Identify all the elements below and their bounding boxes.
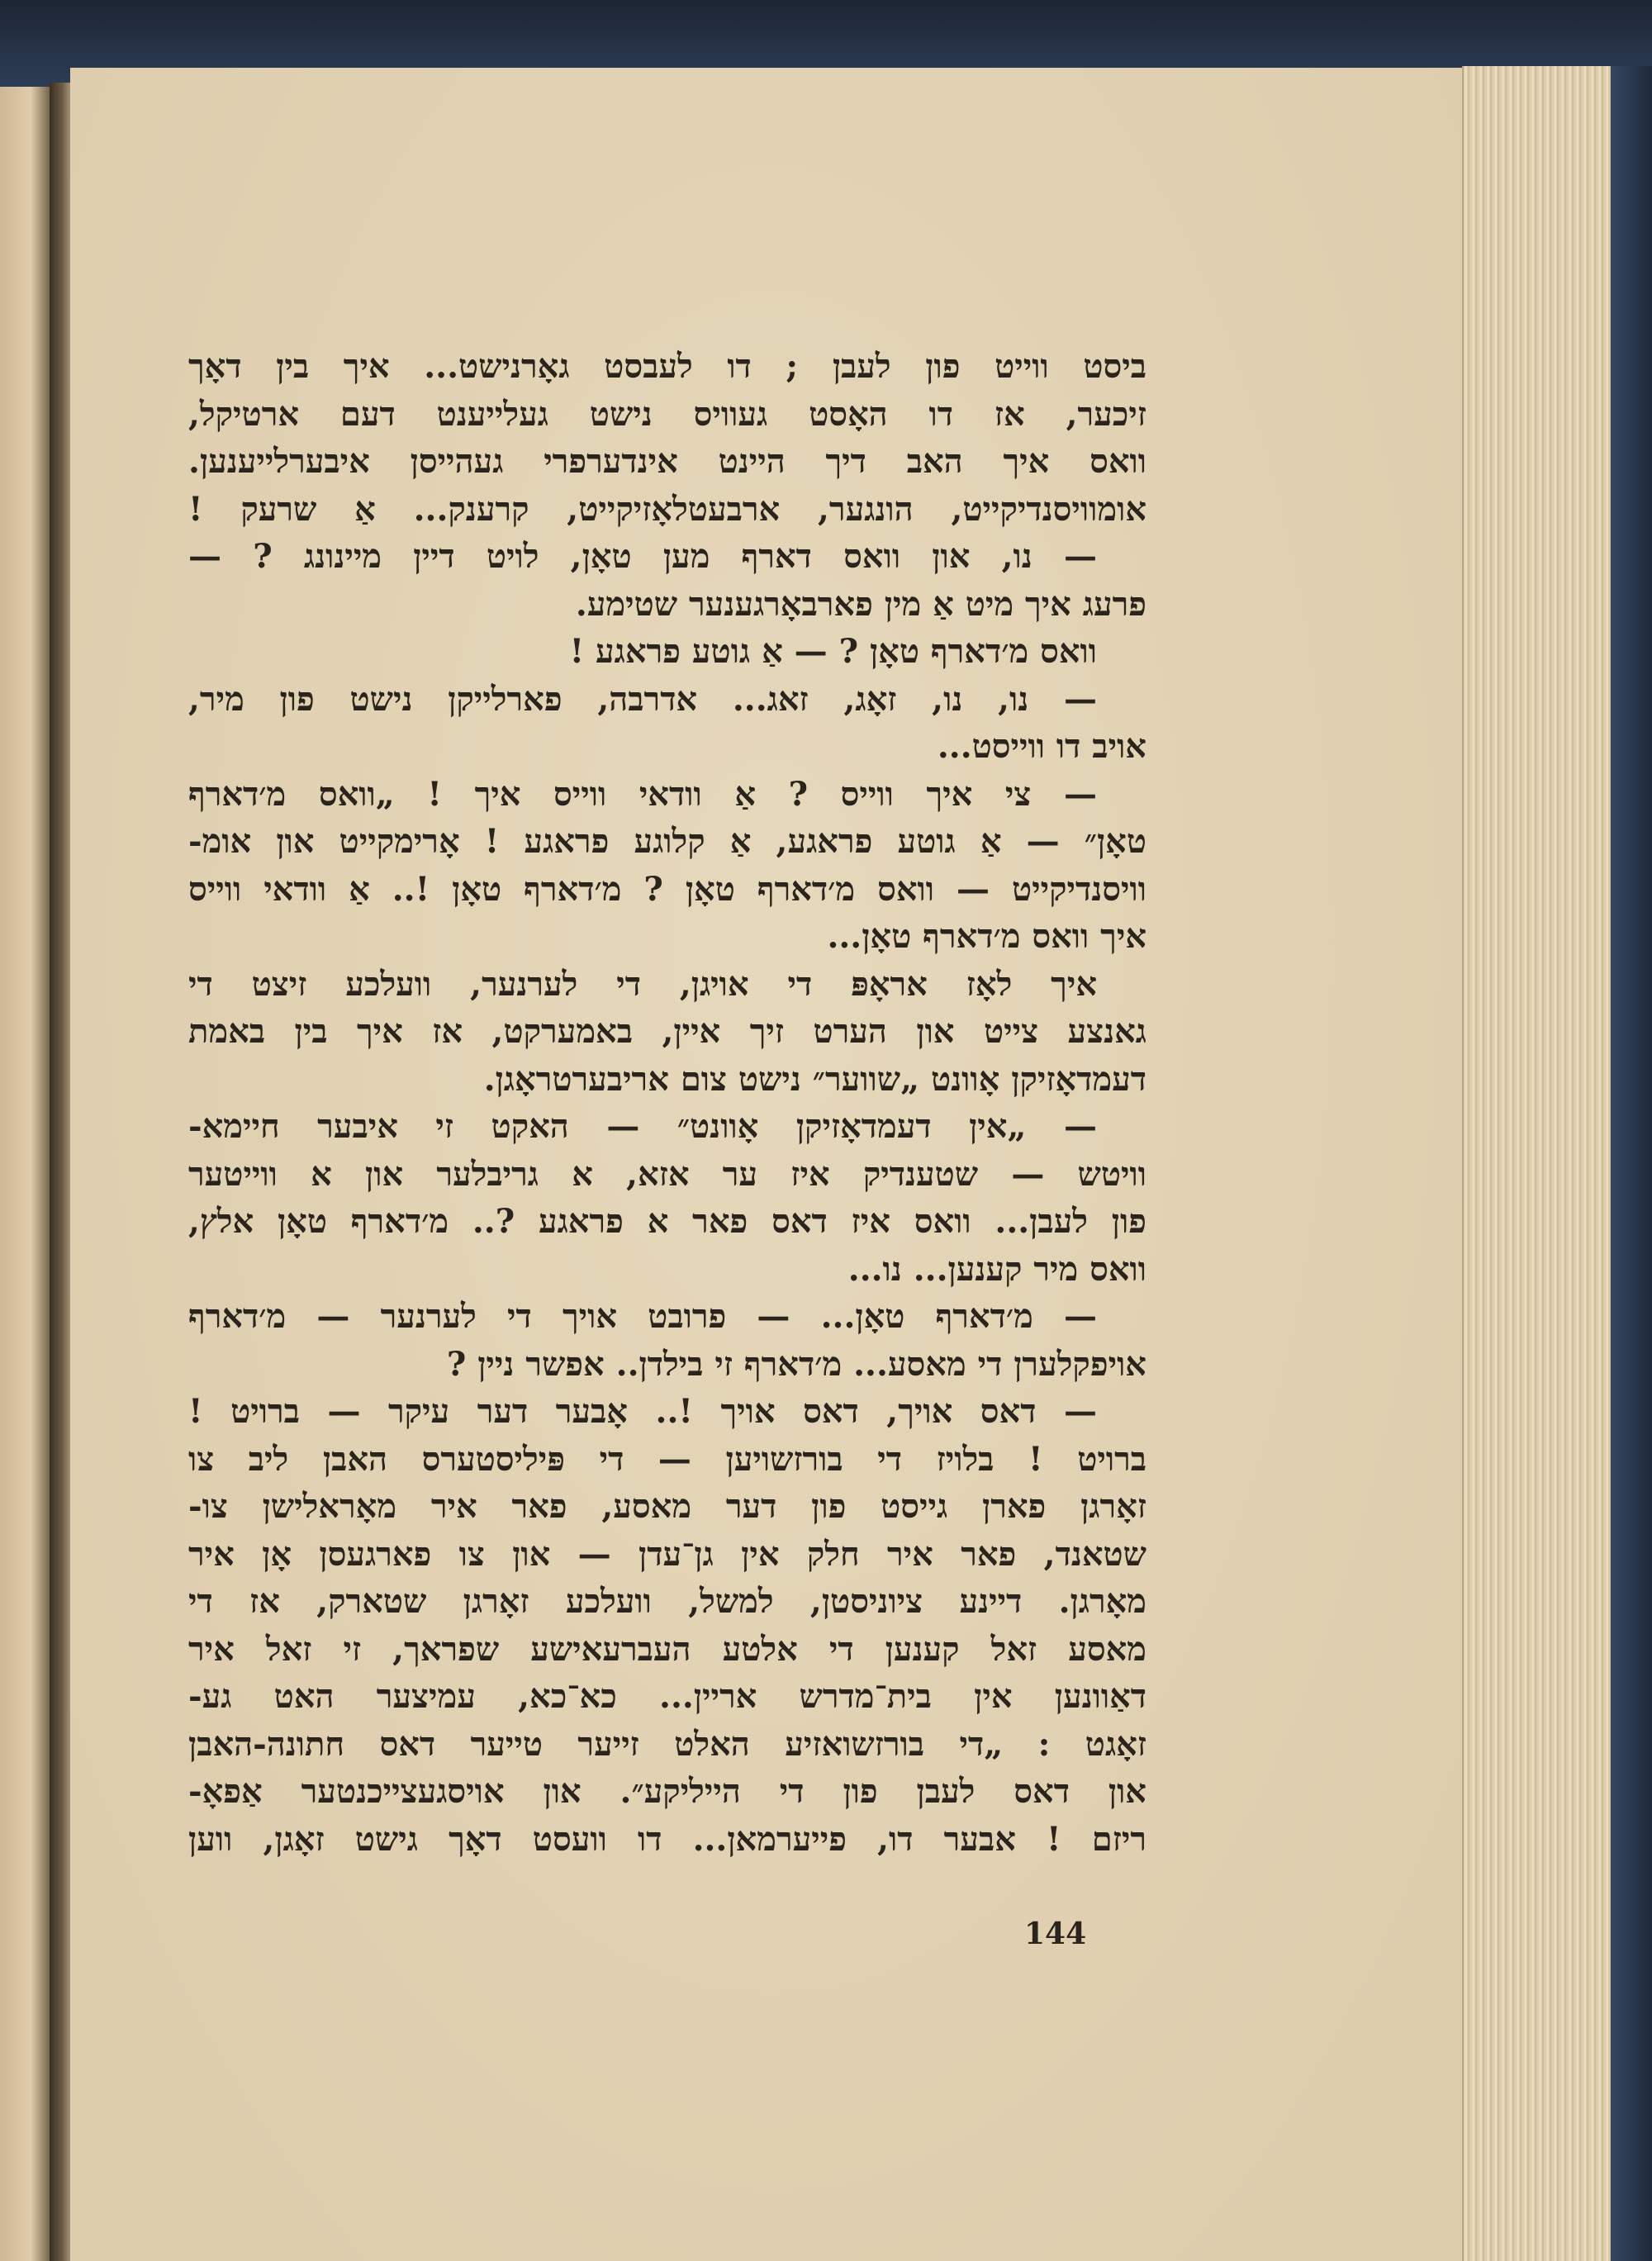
- text-line: מאָרגן. דיינע ציוניסטן, למשל, וועלכע זאָרגן שטארק, אז די: [188, 1582, 1146, 1621]
- book-cover-right: [1611, 66, 1652, 2261]
- text-line: וואס מ׳דארף טאָן ? — אַ גוטע פראגע !: [569, 632, 1097, 671]
- text-line: פרעג איך מיט אַ מין פארבאָרגענער שטימע.: [575, 584, 1146, 624]
- text-line: — דאס אויך, דאס אויך !.. אָבער דער עיקר — ברויט !: [188, 1392, 1097, 1431]
- text-line: זיכער, אז דו האָסט געוויס נישט געלייענט דעם ארטיקל,: [188, 394, 1146, 434]
- text-line: אויב דו ווייסט...: [937, 727, 1146, 766]
- text-line: זאָרגן פארן גייסט פון דער מאסע, פאר איר מאָראלישן צו-: [188, 1487, 1146, 1526]
- text-line: וויטש — שטענדיק איז ער אזא, א גריבלער און א ווייטער: [188, 1154, 1146, 1194]
- text-line: אויפקלערן די מאסע... מ׳דארף זי בילדן.. אפשר ניין ?: [446, 1344, 1146, 1384]
- text-line: גאנצע צייט און הערט זיך איין, באמערקט, אז איך בין באמת: [188, 1012, 1146, 1051]
- text-line: — נו, און וואס דארף מען טאָן, לויט דיין מיינונג ? —: [188, 537, 1097, 576]
- text-line: שטאנד, פאר איר חלק אין גן־עדן — און צו פארגעסן אָן איר: [188, 1534, 1146, 1574]
- text-line: פון לעבן... וואס איז דאס פאר א פראגע ?.. מ׳דארף טאָן אלץ,: [188, 1202, 1146, 1241]
- page-edges-stack: [1462, 66, 1612, 2261]
- text-line: — „אין דעמדאָזיקן אָוונט״ — האקט זי איבער חיימא-: [188, 1107, 1097, 1146]
- text-line: דעמדאָזיקן אָוונט „שווער״ נישט צום אריבערטראָגן.: [483, 1059, 1146, 1099]
- text-line: מאסע זאל קענען די אלטע העברעאישע שפראך, זי זאל איר: [188, 1629, 1146, 1669]
- text-line: — מ׳דארף טאָן... — פרובט אויך די לערנער — מ׳דארף: [188, 1297, 1097, 1336]
- text-line: טאָן״ — אַ גוטע פראגע, אַ קלוגע פראגע ! אָרימקייט און אומ-: [188, 822, 1146, 861]
- body-text: [188, 343, 1146, 1863]
- text-line: — צי איך ווייס ? אַ וודאי ווייס איך ! „וואס מ׳דארף: [188, 774, 1097, 814]
- text-line: זאָגט : „די בורזשואזיע האלט זייער טייער דאס חתונה-האבן: [188, 1724, 1146, 1764]
- text-line: ביסט ווייט פון לעבן ; דו לעבסט גאָרנישט... איך בין דאָך: [188, 347, 1146, 386]
- text-line: וואס איך האב דיך היינט אינדערפרי געהייסן איבערלייענען.: [188, 442, 1146, 481]
- left-page-edge: [0, 87, 51, 2261]
- text-line: ריזם ! אבער דו, פייערמאן... דו וועסט דאָך גישט זאָגן, ווען: [188, 1819, 1146, 1859]
- text-line: איך וואס מ׳דארף טאָן...: [827, 917, 1146, 956]
- text-line: דאַוונען אין בית־מדרש אריין... כא־כא, עמיצער האט גע-: [188, 1677, 1146, 1716]
- text-line: וויסנדיקייט — וואס מ׳דארף טאָן ? מ׳דארף טאָן !.. אַ וודאי ווייס: [188, 869, 1146, 909]
- text-line: אומוויסנדיקייט, הונגער, ארבעטלאָזיקייט, קרענק... אַ שרעק !: [188, 489, 1146, 529]
- text-line: — נו, נו, זאָג, זאג... אדרבה, פארלייקן נישט פון מיר,: [188, 679, 1097, 719]
- text-line: ברויט ! בלויז די בורזשויען — די פּיליסטערס האבן ליב צו: [188, 1439, 1146, 1479]
- text-line: וואס מיר קענען... נו...: [847, 1249, 1146, 1289]
- page-number: 144: [1024, 1917, 1087, 1951]
- text-line: און דאס לעבן פון די הייליקע״. און אויסגעצייכנטער אַפאָ-: [188, 1772, 1146, 1811]
- text-line: איך לאָז אראָפּ די אויגן, די לערנער, וועלכע זיצט די: [188, 964, 1097, 1004]
